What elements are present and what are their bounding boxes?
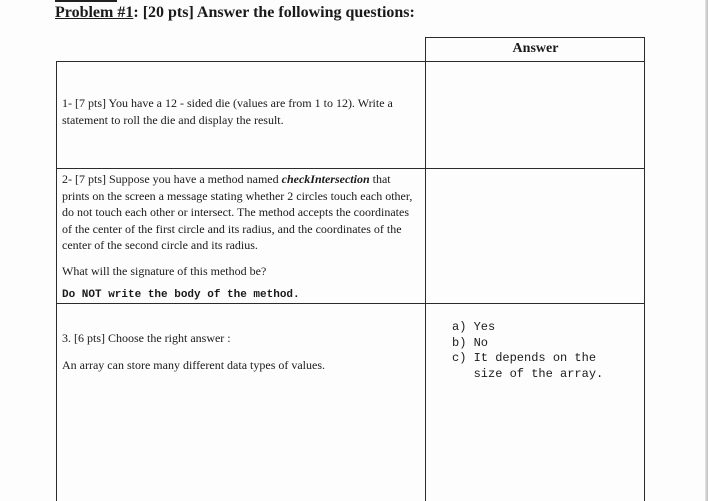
question-2 — [62, 171, 420, 304]
problem-heading-rest: : [20 pts] Answer the following questions: — [133, 4, 415, 21]
question-3-options — [452, 320, 642, 382]
method-name: checkIntersection — [281, 172, 370, 186]
question-3-text: 3. [6 pts] Choose the right answer : — [62, 331, 231, 345]
question-1-text: 1- [7 pts] You have a 12 - sided die (values are from 1 to 12). Write a statement to roll the die and display the result. — [62, 96, 393, 127]
row-border-2 — [56, 168, 645, 169]
answer-column-header: Answer — [512, 41, 559, 56]
row-border-1 — [56, 61, 645, 62]
question-2-text — [62, 171, 420, 254]
option-c[interactable]: c) It depends on the size of the array. — [452, 351, 604, 381]
question-1 — [62, 95, 420, 128]
question-2-text-after: that prints on the screen a message stating whether 2 circles touch each other, do not touch each other or intersect. The method accepts the coordinates of the center of the first circle and its radius, and the coordinates of the center of the second circle and its radius. — [62, 172, 413, 252]
problem-label: Problem #1 — [55, 4, 134, 21]
question-3 — [62, 330, 420, 373]
question-2-prompt: What will the signature of this method be? — [62, 263, 267, 278]
option-b[interactable]: b) No — [452, 335, 489, 350]
option-a[interactable]: a) Yes — [452, 320, 496, 334]
question-2-note: Do NOT write the body of the method. — [62, 289, 300, 301]
table-left-border — [56, 61, 57, 501]
question-2-text-before: 2- [7 pts] Suppose you have a method named — [62, 172, 282, 186]
table-middle-border — [425, 37, 426, 501]
table-right-border — [644, 37, 645, 501]
question-3-statement: An array can store many different data types of values. — [62, 357, 326, 372]
